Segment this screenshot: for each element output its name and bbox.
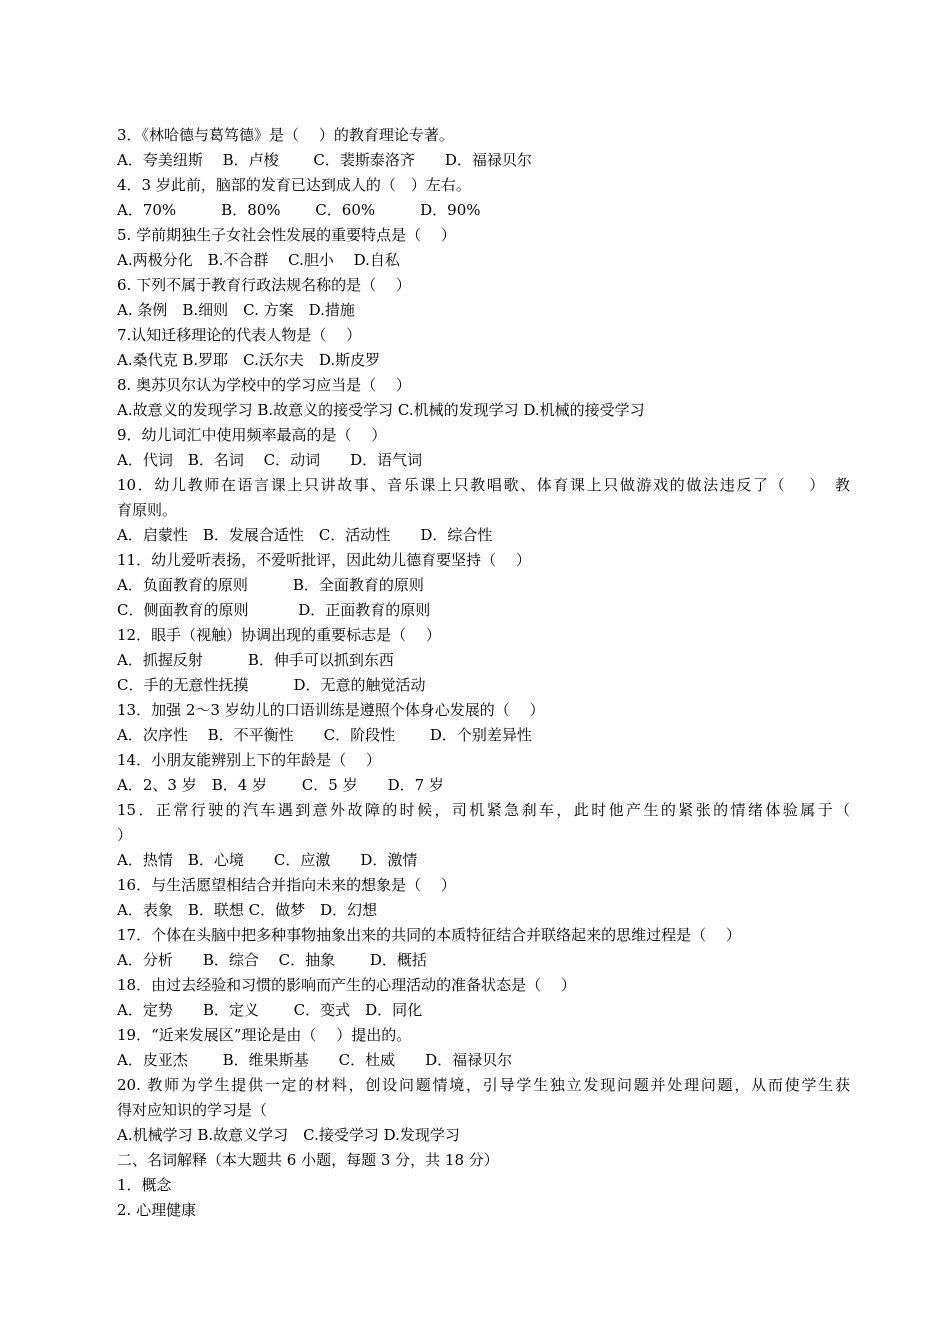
question-20-stem: 20. 教师为学生提供一定的材料，创设问题情境，引导学生独立发现问题并处理问题，从而使学生获 bbox=[117, 1076, 850, 1094]
document-page bbox=[117, 123, 850, 1223]
question-16-options: A．表象 B．联想 C．做梦 D．幻想 bbox=[117, 901, 378, 919]
question-6-stem: 6. 下列不属于教育行政法规名称的是（ ） bbox=[117, 276, 411, 294]
question-17-options: A．分析 B．综合 C．抽象 D．概括 bbox=[117, 951, 427, 969]
question-10-stem: 10．幼儿教师在语言课上只讲故事、音乐课上只教唱歌、体育课上只做游戏的做法违反了（ ） 教 bbox=[117, 476, 850, 494]
question-19-options: A．皮亚杰 B．维果斯基 C．杜威 D．福禄贝尔 bbox=[117, 1051, 513, 1069]
question-14-stem: 14．小朋友能辨别上下的年龄是（ ） bbox=[117, 751, 381, 769]
question-3-stem: 3．《林哈德与葛笃德》是（ ）的教育理论专著。 bbox=[117, 126, 454, 144]
question-15-stem-continued: ） bbox=[117, 826, 133, 844]
question-4-stem: 4．3 岁此前，脑部的发育已达到成人的（ ）左右。 bbox=[117, 176, 471, 194]
question-13-options: A．次序性 B．不平衡性 C．阶段性 D．个别差异性 bbox=[117, 726, 532, 744]
term-1: 1．概念 bbox=[117, 1176, 172, 1194]
question-7-stem: 7.认知迁移理论的代表人物是（ ） bbox=[117, 326, 362, 344]
question-15-options: A．热情 B．心境 C．应激 D．激情 bbox=[117, 851, 418, 869]
term-2: 2. 心理健康 bbox=[117, 1201, 197, 1219]
question-19-stem: 19．“近来发展区”理论是由（ ）提出的。 bbox=[117, 1026, 412, 1044]
question-20-stem-continued: 得对应知识的学习是（ bbox=[117, 1101, 268, 1119]
question-18-stem: 18．由过去经验和习惯的影响而产生的心理活动的准备状态是（ ） bbox=[117, 976, 576, 994]
section-2-heading: 二、名词解释（本大题共 6 小题，每题 3 分，共 18 分） bbox=[117, 1151, 499, 1169]
question-4-options: A．70% B．80% C．60% D．90% bbox=[117, 201, 481, 219]
question-14-options: A．2、3 岁 B．4 岁 C．5 岁 D．7 岁 bbox=[117, 776, 444, 794]
question-12-stem: 12．眼手（视触）协调出现的重要标志是（ ） bbox=[117, 626, 441, 644]
question-12-options-ab: A．抓握反射 B．伸手可以抓到东西 bbox=[117, 651, 394, 669]
question-17-stem: 17．个体在头脑中把多种事物抽象出来的共同的本质特征结合并联络起来的思维过程是（ ） bbox=[117, 926, 741, 944]
question-3-options: A．夸美纽斯 B．卢梭 C．裴斯泰洛齐 D．福禄贝尔 bbox=[117, 151, 532, 169]
question-10-stem-continued: 育原则。 bbox=[117, 501, 178, 519]
question-10-options: A．启蒙性 B．发展合适性 C．活动性 D．综合性 bbox=[117, 526, 493, 544]
question-8-stem: 8. 奥苏贝尔认为学校中的学习应当是（ ） bbox=[117, 376, 411, 394]
question-18-options: A．定势 B．定义 C．变式 D．同化 bbox=[117, 1001, 423, 1019]
question-11-stem: 11．幼儿爱听表扬，不爱听批评，因此幼儿德育要坚持（ ） bbox=[117, 551, 531, 569]
question-11-options-cd: C．侧面教育的原则 D．正面教育的原则 bbox=[117, 601, 431, 619]
question-5-options: A.两极分化 B.不合群 C.胆小 D.自私 bbox=[117, 251, 400, 269]
question-9-stem: 9．幼儿词汇中使用频率最高的是（ ） bbox=[117, 426, 387, 444]
question-9-options: A．代词 B．名词 C．动词 D．语气词 bbox=[117, 451, 423, 469]
question-8-options: A.故意义的发现学习 B.故意义的接受学习 C.机械的发现学习 D.机械的接受学习 bbox=[117, 401, 645, 419]
question-11-options-ab: A．负面教育的原则 B．全面教育的原则 bbox=[117, 576, 424, 594]
question-6-options: A. 条例 B.细则 C. 方案 D.措施 bbox=[117, 301, 355, 319]
question-20-options: A.机械学习 B.故意义学习 C.接受学习 D.发现学习 bbox=[117, 1126, 460, 1144]
question-5-stem: 5. 学前期独生子女社会性发展的重要特点是（ ） bbox=[117, 226, 456, 244]
question-16-stem: 16．与生活愿望相结合并指向未来的想象是（ ） bbox=[117, 876, 456, 894]
question-13-stem: 13．加强 2～3 岁幼儿的口语训练是遵照个体身心发展的（ ） bbox=[117, 701, 545, 719]
question-7-options: A.桑代克 B.罗耶 C.沃尔夫 D.斯皮罗 bbox=[117, 351, 381, 369]
question-12-options-cd: C．手的无意性抚摸 D．无意的触觉活动 bbox=[117, 676, 426, 694]
question-15-stem: 15．正常行驶的汽车遇到意外故障的时候，司机紧急刹车，此时他产生的紧张的情绪体验属于（ bbox=[117, 801, 850, 819]
